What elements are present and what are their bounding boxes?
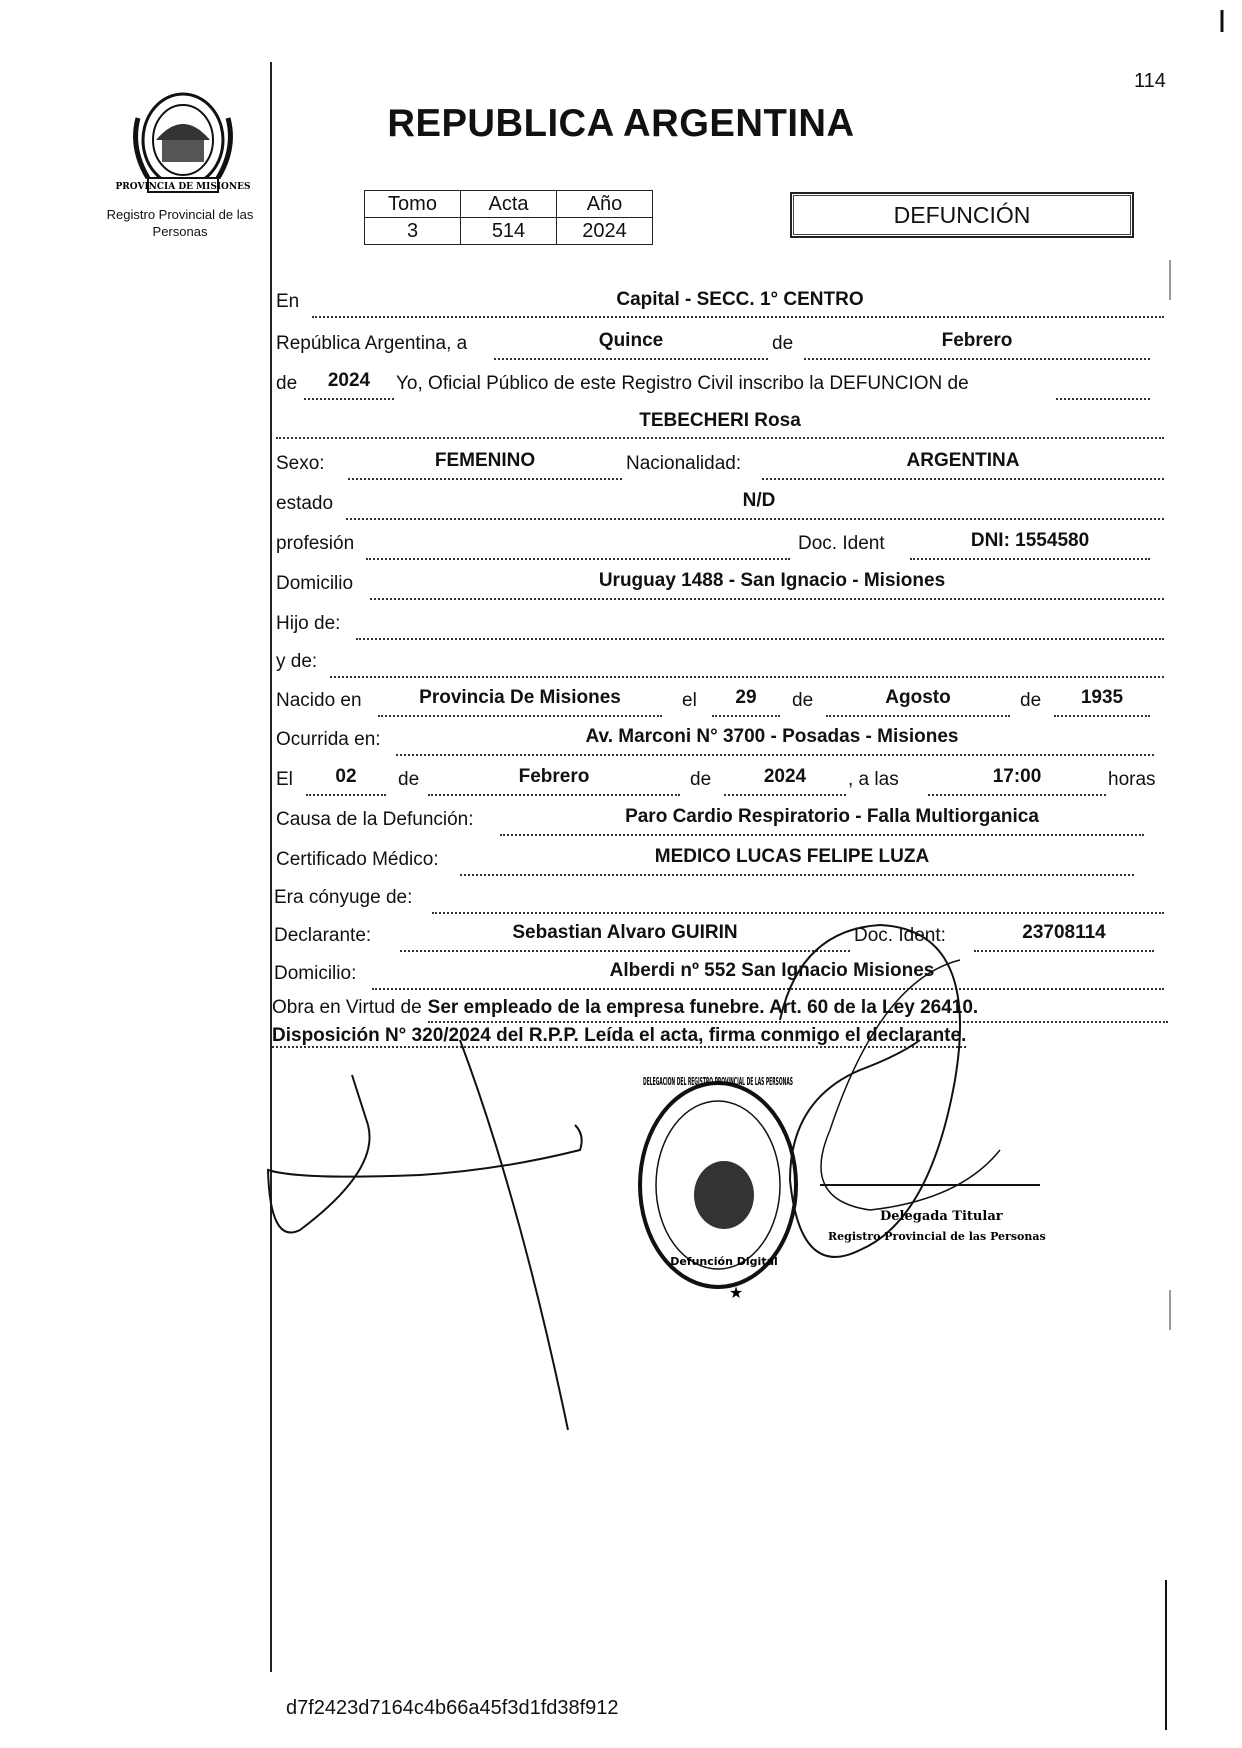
doc-value: DNI: 1554580	[970, 530, 1090, 551]
de-label: de	[690, 769, 712, 790]
seal-text: PROVINCIA DE MISIONES	[115, 182, 251, 192]
conyuge-label: Era cónyuge de:	[274, 887, 413, 908]
signature-stroke	[821, 960, 1000, 1210]
tomo-header: Tomo	[365, 191, 461, 218]
republica-label: República Argentina, a	[276, 333, 468, 354]
document-hash: d7f2423d7164c4b66a45f3d1fd38f912	[286, 1697, 619, 1719]
stamp-inner-text: Defunción Digital	[670, 1255, 778, 1268]
anio-header: Año	[557, 191, 653, 218]
nacionalidad-value: ARGENTINA	[906, 450, 1020, 471]
de-label: de	[1020, 690, 1042, 711]
ocurrida-label: Ocurrida en:	[276, 729, 381, 750]
page-title: REPUBLICA ARGENTINA	[387, 102, 855, 145]
horas-label: horas	[1108, 769, 1156, 790]
birth-day: 29	[735, 687, 757, 708]
doc2-label: Doc. Ident:	[854, 925, 946, 946]
el-label: el	[682, 690, 697, 711]
profesion-label: profesión	[276, 533, 355, 554]
month-value: Febrero	[941, 330, 1013, 351]
domicilio2-label: Domicilio:	[274, 963, 357, 984]
en-label: En	[276, 291, 300, 312]
signer-office: Registro Provincial de las Personas	[828, 1230, 1046, 1243]
death-hour: 17:00	[992, 766, 1042, 787]
day-value: Quince	[598, 330, 664, 351]
estado-label: estado	[276, 493, 334, 514]
tomo-value: 3	[365, 218, 461, 245]
birth-year: 1935	[1080, 687, 1124, 708]
hijo-label: Hijo de:	[276, 613, 341, 634]
stamp-ring-text: DELEGACION DEL REGISTRO PROVINCIAL DE LAS PERSONAS	[643, 1075, 794, 1088]
death-month: Febrero	[518, 766, 590, 787]
birth-month: Agosto	[885, 687, 951, 708]
declarante-label: Declarante:	[274, 925, 372, 946]
sexo-value: FEMENINO	[434, 450, 536, 471]
signature-stroke	[460, 1040, 568, 1430]
deceased-name: TEBECHERI Rosa	[639, 410, 801, 431]
declarant-signature	[268, 1075, 582, 1233]
obra-label: Obra en Virtud de	[272, 997, 422, 1018]
obra-line2: Disposición N° 320/2024 del R.P.P. Leída el acta, firma conmigo el declarante.	[272, 1025, 967, 1046]
causa-label: Causa de la Defunción:	[276, 809, 474, 830]
official-signature	[780, 925, 960, 1257]
el-label: El	[276, 769, 293, 790]
inscribo-text: Yo, Oficial Público de este Registro Civil inscribo la DEFUNCION de	[396, 373, 969, 394]
death-day: 02	[335, 766, 357, 787]
ocurrida-value: Av. Marconi N° 3700 - Posadas - Misiones	[585, 726, 959, 747]
en-value: Capital - SECC. 1° CENTRO	[616, 289, 864, 310]
de-label: de	[398, 769, 420, 790]
yde-label: y de:	[276, 651, 318, 672]
doc-label: Doc. Ident	[798, 533, 885, 554]
domicilio-label: Domicilio	[276, 573, 354, 594]
page-number: 114	[1134, 70, 1166, 92]
act-type-box: DEFUNCIÓN	[790, 192, 1134, 238]
sexo-label: Sexo:	[276, 453, 325, 474]
nacido-value: Provincia De Misiones	[419, 687, 621, 708]
certificado-label: Certificado Médico:	[276, 849, 439, 870]
obra-value: Ser empleado de la empresa funebre. Art. 60 de la Ley 26410.	[428, 995, 1168, 1023]
doc2-value: 23708114	[1022, 922, 1106, 943]
declarante-value: Sebastian Alvaro GUIRIN	[512, 922, 738, 943]
estado-value: N/D	[742, 490, 776, 511]
domicilio-value: Uruguay 1488 - San Ignacio - Misiones	[598, 570, 946, 591]
anio-value: 2024	[557, 218, 653, 245]
de-label: de	[276, 373, 298, 394]
alas-label: , a las	[848, 769, 899, 790]
stamp-emblem	[694, 1161, 754, 1229]
year-value: 2024	[327, 370, 371, 391]
de-label: de	[772, 333, 794, 354]
domicilio2-value: Alberdi nº 552 San Ignacio Misiones	[609, 960, 935, 981]
nacido-label: Nacido en	[276, 690, 362, 711]
death-year: 2024	[763, 766, 807, 787]
acta-value: 514	[461, 218, 557, 245]
issuer-caption: Registro Provincial de las Personas	[106, 207, 254, 239]
certificado-value: MEDICO LUCAS FELIPE LUZA	[654, 846, 930, 867]
acta-header: Acta	[461, 191, 557, 218]
causa-value: Paro Cardio Respiratorio - Falla Multiorganica	[625, 806, 1039, 827]
signer-title: Delegada Titular	[880, 1209, 1003, 1224]
star-icon: ★	[728, 1285, 744, 1302]
de-label: de	[792, 690, 814, 711]
nacionalidad-label: Nacionalidad:	[626, 453, 742, 474]
